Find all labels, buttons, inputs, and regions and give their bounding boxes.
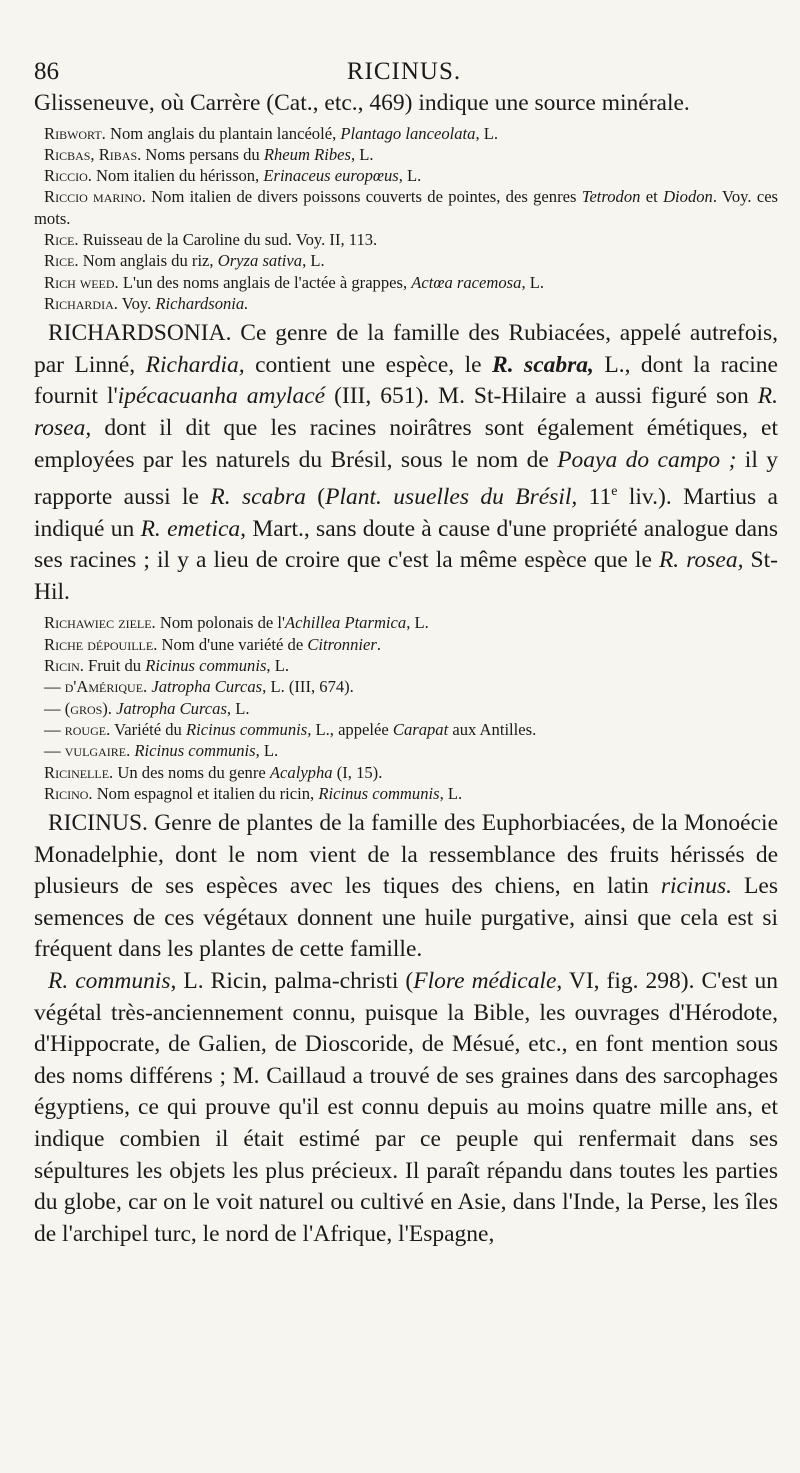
entry-head: (gros). xyxy=(64,698,112,718)
continuation-paragraph: Glisseneuve, où Carrère (Cat., etc., 469) indique une source minérale. xyxy=(34,90,690,116)
article-ricinus-communis: R. communis, L. Ricin, palma-christi (Flore médicale, VI, fig. 298). C'est un végétal très-anciennement connu, puisque la Bible, les ouvrages d'Hérodote, d'Hippocrate, de Galien, de Dioscoride, de Mésué, etc., en font mention sous des noms différens ; M. Caillaud a trouvé de ses graines dans des sarcophages égyptiens, ce qui prouve qu'il est connu depuis au moins quatre mille ans, et indique combien il était estimé par ce peuple qui renfermait dans ses sépultures les objets les plus précieux. Il paraît répandu dans toutes les parties du globe, car on le voit naturel ou cultivé en Asie, dans l'Inde, la Perse, les îles de l'archipel turc, le nord de l'Afrique, l'Espagne, xyxy=(34,968,778,1247)
entry-head: Rice. xyxy=(44,251,79,271)
entry-head: Rich weed. xyxy=(44,272,119,292)
entry-ricino: Ricino. Nom espagnol et italien du ricin, Ricinus communis, L. xyxy=(44,783,463,803)
entry-riccio: Riccio. Nom italien du hérisson, Erinaceus europœus, L. xyxy=(44,166,422,186)
page-number: 86 xyxy=(34,58,59,85)
running-head: RICINUS. xyxy=(346,58,462,85)
entry-rice-plant: Rice. Nom anglais du riz, Oryza sativa, L. xyxy=(44,251,325,271)
entry-head: Ricino. xyxy=(44,783,93,803)
entry-rich-weed: Rich weed. L'un des noms anglais de l'actée à grappes, Actœa racemosa, L. xyxy=(44,272,545,292)
article-head: RICINUS. xyxy=(48,810,148,837)
entry-ricbas: Ricbas, Ribas. Noms persans du Rheum Ribes, L. xyxy=(44,144,374,164)
entry-head: Rice. xyxy=(44,230,79,250)
entry-head: Riccio. xyxy=(44,166,92,186)
entry-rice-stream: Rice. Ruisseau de la Caroline du sud. Voy. II, 113. xyxy=(44,230,378,250)
entry-head: Riche dépouille. xyxy=(44,634,158,654)
entry-riccio-marino: Riccio marino. Nom italien de divers poissons couverts de pointes, des genres Tetrodon et Diodon. Voy. ces mots. xyxy=(34,187,779,228)
entry-ricin-amerique: — d'Amérique. Jatropha Curcas, L. (III, 674). xyxy=(44,677,354,697)
entry-ribwort: Ribwort. Nom anglais du plantain lancéolé, Plantago lanceolata, L. xyxy=(44,123,499,143)
entry-head: d'Amérique. xyxy=(64,677,148,697)
entry-ricin-vulgaire: — vulgaire. Ricinus communis, L. xyxy=(44,741,279,761)
entry-head: vulgaire. xyxy=(64,741,131,761)
entry-head: Ricbas, Ribas. xyxy=(44,144,142,164)
article-head: RICHARDSONIA. xyxy=(48,320,232,347)
entry-ricinelle: Ricinelle. Un des noms du genre Acalypha (I, 15). xyxy=(44,762,383,782)
article-richardsonia: RICHARDSONIA. Ce genre de la famille des Rubiacées, appelé autrefois, par Linné, Richardia, contient une espèce, le R. scabra, L., dont la racine fournit l'ipécacuanha amylacé (III, 651). M. St-Hilaire a aussi figuré son R. rosea, dont il dit que les racines noirâtres sont également émétiques, et employées par les naturels du Brésil, sous le nom de Poaya do campo ; il y rapporte aussi le R. scabra (Plant. usuelles du Brésil, 11e liv.). Martius a indiqué un R. emetica, Mart., sans doute à cause d'une propriété analogue dans ses racines ; il y a lieu de croire que c'est la même espèce que le R. rosea, St-Hil. xyxy=(34,320,778,605)
page-header xyxy=(34,58,774,90)
entry-richardia: Richardia. Voy. Richardsonia. xyxy=(44,293,249,313)
entry-richawiec: Richawiec ziele. Nom polonais de l'Achillea Ptarmica, L. xyxy=(44,613,429,633)
entry-head: Richardia. xyxy=(44,293,118,313)
entry-head: Riccio marino. xyxy=(44,187,146,207)
entry-ricin-gros: — (gros). Jatropha Curcas, L. xyxy=(44,698,250,718)
entry-ricin: Ricin. Fruit du Ricinus communis, L. xyxy=(44,656,290,676)
entry-head: Ricin. xyxy=(44,656,84,676)
entry-head: Ricinelle. xyxy=(44,762,114,782)
page-body xyxy=(34,88,778,1250)
entry-ricin-rouge: — rouge. Variété du Ricinus communis, L., appelée Carapat aux Antilles. xyxy=(44,719,537,739)
entry-head: Richawiec ziele. xyxy=(44,613,156,633)
entry-head: Ribwort. xyxy=(44,123,106,143)
entry-head: rouge. xyxy=(64,719,111,739)
article-ricinus: RICINUS. Genre de plantes de la famille des Euphorbiacées, de la Monoécie Monadelphie, dont le nom vient de la ressemblance des fruits hérissés de plusieurs de ses espèces avec les tiques des chiens, en latin ricinus. Les semences de ces végétaux donnent une huile purgative, ainsi que cela est si fréquent dans les plantes de cette famille. xyxy=(34,810,778,963)
entry-riche-depouille: Riche dépouille. Nom d'une variété de Citronnier. xyxy=(44,634,381,654)
